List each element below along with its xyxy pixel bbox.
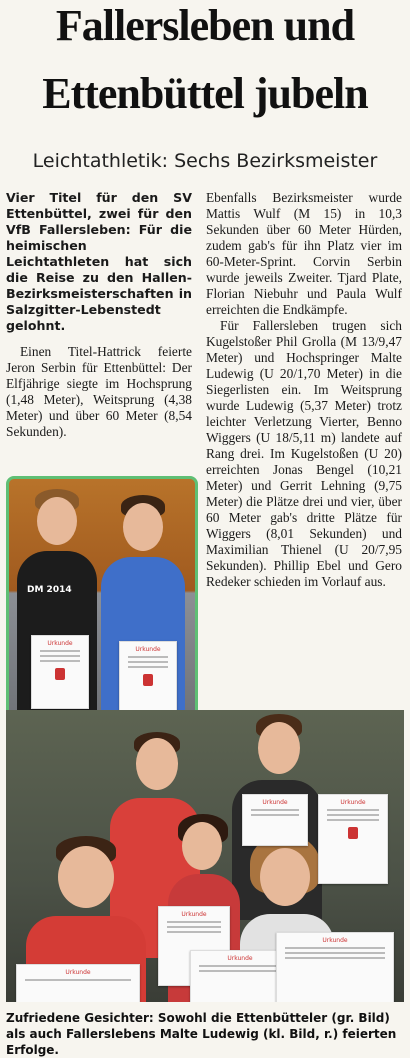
- photo-small-athletes: [6, 476, 198, 730]
- subheadline: Leichtathletik: Sechs Bezirksmeister: [32, 150, 378, 172]
- certificate: Urkunde: [119, 641, 177, 715]
- certificate: Urkunde: [318, 794, 388, 884]
- certificate: Urkunde: [158, 906, 230, 986]
- headline: [0, 2, 410, 118]
- certificate: Urkunde: [190, 950, 290, 1002]
- article-column-left: [6, 190, 192, 440]
- shirt-print: DM 2014: [27, 585, 72, 595]
- article-column-right: [206, 190, 402, 590]
- article-paragraph-1: Einen Titel-Hattrick feierte Jeron Serbin für Ettenbüttel: Der Elfjährige siegte im Hochsprung (1,48 Meter), Weitsprung (4,38 Meter) und über 60 Meter (8,54 Sekunden).: [6, 344, 192, 439]
- certificate: Urkunde: [31, 635, 89, 709]
- article-paragraph-3: Für Fallersleben trugen sich Kugelstoßer Phil Grolla (M 13/9,47 Meter) und Hochspringer Malte Ludewig (U 20/1,70 Meter) in die Siegerlisten ein. Im Weitsprung wurde Ludewig (5,37 Meter) trotz leichter Verletzung Vierter, Benno Wiggers (U 18/5,11 m) landete auf Rang drei. Im Kugelstoßen (U 20) erreichten Jonas Bengel (10,21 Meter) und Gerrit Lehning (9,75 Meter) die Plätze drei und vier, über 60 Meter gab's dritte Plätze für Wiggers (8,01 Sekunden) und Maximilian Thienel (U 20/7,95 Sekunden). Phillip Ebel und Gero Redeker schieden im Vorlauf aus.: [206, 318, 402, 589]
- certificate: Urkunde: [276, 932, 394, 1002]
- article-paragraph-2: Ebenfalls Bezirksmeister wurde Mattis Wulf (M 15) in 10,3 Sekunden über 60 Meter Hürden, zudem gab's für ihn Platz vier im 60-Meter-Sprint. Corvin Serbin wurde jeweils Zweiter. Tjard Plate, Florian Niebuhr und Paula Wulf erreichten die Endkämpfe.: [206, 190, 402, 317]
- headline-line-1: Fallersleben und: [55, 1, 355, 50]
- headline-line-2: Ettenbüttel jubeln: [42, 69, 368, 118]
- certificate: Urkunde: [16, 964, 140, 1002]
- photo-large-group: [6, 710, 404, 1002]
- photo-caption: Zufriedene Gesichter: Sowohl die Ettenbütteler (gr. Bild) als auch Fallerslebens Malte Ludewig (kl. Bild, r.) feierten Erfolge.: [6, 1011, 397, 1057]
- certificate: Urkunde: [242, 794, 308, 846]
- article-lead: Vier Titel für den SV Ettenbüttel, zwei für den VfB Fallersleben: Für die heimischen Leichtathleten hat sich die Reise zu den Hallen-Bezirksmeisterschaften in Salzgitter-Lebenstedt gelohnt.: [6, 190, 192, 333]
